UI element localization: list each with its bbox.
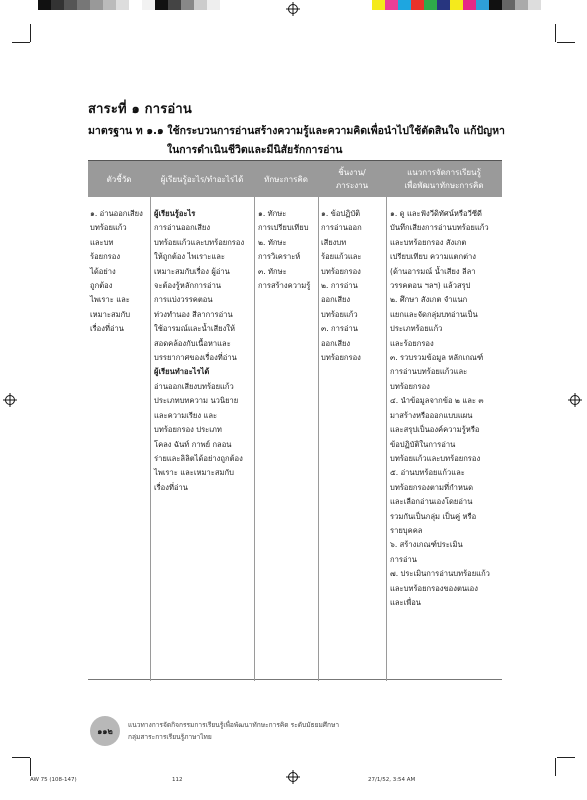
standard-title-continued: ในการดำเนินชีวิตและมีนิสัยรักการอ่าน xyxy=(167,144,343,156)
color-swatch xyxy=(155,0,168,10)
table-cell-line: และเลือกอ่านเองโดยอ่าน xyxy=(390,497,473,507)
table-cell-line: ๑. ทักษะ xyxy=(258,209,287,218)
color-swatch xyxy=(207,0,220,10)
table-cell-line: ให้ถูกต้อง ไพเราะและ xyxy=(154,252,225,262)
thinking-skill-cell xyxy=(258,207,310,293)
color-swatch xyxy=(116,0,129,10)
header-indicator: ตัวชี้วัด xyxy=(106,174,132,184)
table-cell-line: การอ่าน xyxy=(390,554,417,564)
table-cell-line: ร้อยแก้วและ xyxy=(321,252,362,262)
crop-mark xyxy=(30,24,31,42)
work-task-cell xyxy=(321,207,362,365)
table-cell-line: ๗. ประเมินการอ่านบทร้อยแก้ว xyxy=(390,569,490,579)
table-cell-line: สอดคล้องกับเนื้อหาและ xyxy=(154,338,231,348)
table-cell-line: และสรุปเป็นองค์ความรู้หรือ xyxy=(390,425,480,435)
table-cell-line: เสียงบท xyxy=(321,237,347,247)
table-cell-line: บทร้อยกรอง xyxy=(390,381,430,391)
header-learning-approach: แนวการจัดการเรียนรู้เพื่อพัฒนาทักษะการคิด xyxy=(404,168,484,190)
table-cell-line: บทร้อยแก้ว xyxy=(90,223,127,233)
color-swatch xyxy=(502,0,515,10)
color-swatch xyxy=(90,0,103,10)
column-divider xyxy=(318,161,319,681)
footer-subject: กลุ่มสาระการเรียนรู้ภาษาไทย xyxy=(128,733,212,741)
column-divider xyxy=(150,161,151,681)
page-heading: สาระที่ ๑ การอ่าน xyxy=(88,102,193,117)
table-cell-line: ผู้เรียนทำอะไรได้ xyxy=(154,367,210,377)
table-cell-line: ร้อยกรอง xyxy=(90,252,121,262)
table-cell-line: ประเภทบทความ นวนิยาย xyxy=(154,396,239,406)
color-swatch xyxy=(541,0,554,10)
table-cell-line: บทร้อยแก้วและบทร้อยกรอง xyxy=(390,453,481,463)
table-cell-line: เหมาะสมกับ xyxy=(90,309,131,319)
color-swatch xyxy=(528,0,541,10)
table-cell-line: ไพเราะ และเหมาะสมกับ xyxy=(154,468,234,478)
color-swatch xyxy=(515,0,528,10)
crop-mark xyxy=(30,758,31,776)
table-cell-line: เปรียบเทียบ ความแตกต่าง xyxy=(390,252,476,262)
table-cell-line: จะต้องรู้หลักการอ่าน xyxy=(154,281,222,291)
color-swatch xyxy=(64,0,77,10)
color-swatch xyxy=(103,0,116,10)
table-cell-line: ๑. ข้อปฏิบัติ xyxy=(321,209,361,218)
registration-mark-icon xyxy=(286,2,300,16)
table-cell-line: บรรยากาศของเรื่องที่อ่าน xyxy=(154,353,237,363)
table-cell-line: ถูกต้อง xyxy=(90,281,113,291)
color-swatch xyxy=(168,0,181,10)
color-swatch xyxy=(476,0,489,10)
color-swatch xyxy=(398,0,411,10)
table-cell-line: ๓. ทักษะ xyxy=(258,266,287,276)
crop-mark xyxy=(12,42,30,43)
table-cell-line: ร่ายและลิลิตได้อย่างถูกต้อง xyxy=(154,453,243,463)
table-cell-line: ใช้อารมณ์และน้ำเสียงให้ xyxy=(154,324,235,334)
registration-mark-icon xyxy=(3,393,17,407)
table-cell-line: บทร้อยกรอง xyxy=(321,266,361,276)
crop-mark xyxy=(557,757,575,758)
table-cell-line: ท่วงทำนอง สีลาการอ่าน xyxy=(154,309,233,319)
column-divider xyxy=(254,161,255,681)
table-cell-line: เรื่องที่อ่าน xyxy=(90,324,124,334)
what-learn-cell xyxy=(154,207,244,495)
crop-mark xyxy=(12,757,30,758)
table-cell-line: รายบุคคล xyxy=(390,525,423,535)
table-cell-line: ๑. อ่านออกเสียง xyxy=(90,209,143,218)
table-cell-line: เหมาะสมกับเรื่อง ผู้อ่าน xyxy=(154,266,230,276)
table-cell-line: และร้อยกรอง xyxy=(390,338,434,348)
table-cell-line: การเปรียบเทียบ xyxy=(258,223,309,233)
table-cell-line: อ่านออกเสียงบทร้อยแก้ว xyxy=(154,381,234,391)
color-swatch xyxy=(129,0,142,10)
color-swatch xyxy=(372,0,385,10)
table-cell-line: ได้อย่าง xyxy=(90,266,116,276)
crop-mark xyxy=(555,758,556,776)
footer-book-title: แนวทางการจัดกิจกรรมการเรียนรู้เพื่อพัฒนาทักษะการคิด ระดับมัธยมศึกษา xyxy=(128,721,340,729)
indicator-cell xyxy=(90,207,143,337)
column-divider xyxy=(386,161,387,681)
table-cell-line: ออกเสียง xyxy=(321,338,351,348)
table-cell-line: บทร้อยกรอง xyxy=(321,353,361,363)
color-swatch xyxy=(463,0,476,10)
table-cell-line: และบทร้อยกรอง สังเกต xyxy=(390,237,467,247)
color-swatch xyxy=(181,0,194,10)
header-work-task: ชิ้นงาน/ภาระงาน xyxy=(335,168,369,190)
registration-mark-icon xyxy=(286,770,300,784)
color-swatch xyxy=(450,0,463,10)
registration-mark-icon xyxy=(568,393,582,407)
table-cell-line: วรรคตอน ฯลฯ) แล้วสรุป xyxy=(390,281,471,291)
table-cell-line: การวิเคราะห์ xyxy=(258,252,301,262)
table-cell-line: ๒. ทักษะ xyxy=(258,237,287,247)
table-cell-line: การอ่านบทร้อยแก้วและ xyxy=(390,367,468,377)
table-cell-line: และบท xyxy=(90,237,114,247)
table-cell-line: ๓. การอ่าน xyxy=(321,324,358,334)
color-swatch xyxy=(424,0,437,10)
header-thinking-skill: ทักษะการคิด xyxy=(264,174,308,184)
standard-title: มาตรฐาน ท ๑.๑ ใช้กระบวนการอ่านสร้างความรู้และความคิดเพื่อนำไปใช้ตัดสินใจ แก้ปัญหา xyxy=(88,125,505,137)
table-cell-line: บทร้อยกรองตามที่กำหนด xyxy=(390,482,474,492)
table-cell-line: ๒. ศึกษา สังเกต จำแนก xyxy=(390,295,468,305)
table-cell-line: การอ่านออก xyxy=(321,223,362,233)
table-cell-line: ๑. ดู และฟังวีดิทัศน์หรือวีซีดี xyxy=(390,209,482,218)
table-cell-line: ๒. การอ่าน xyxy=(321,281,358,291)
table-cell-line: การแบ่งวรรคตอน xyxy=(154,295,213,305)
crop-mark xyxy=(555,24,556,42)
table-cell-line: มาสร้างหรือออกแบบแผน xyxy=(390,410,473,420)
color-swatch xyxy=(385,0,398,10)
slug-file-name: AW 75 (108-147) xyxy=(30,777,77,783)
page-number-badge: ๑๑๒ xyxy=(90,716,120,746)
color-swatch xyxy=(489,0,502,10)
table-cell-line: ประเภทร้อยแก้ว xyxy=(390,324,443,334)
table-cell-line: ไพเราะ และ xyxy=(90,295,130,305)
table-cell-line: เรื่องที่อ่าน xyxy=(154,482,188,492)
slug-page: 112 xyxy=(172,777,183,783)
slug-timestamp: 27/1/52, 3:54 AM xyxy=(368,777,416,783)
table-cell-line: การสร้างความรู้ xyxy=(258,281,311,291)
table-cell-line: และความเรียง และ xyxy=(154,410,218,420)
learning-approach-cell xyxy=(390,207,490,610)
color-swatch xyxy=(38,0,51,10)
table-cell-line: บทร้อยแก้วและบทร้อยกรอง xyxy=(154,237,245,247)
color-calibration-bar-right xyxy=(372,0,554,10)
color-swatch xyxy=(77,0,90,10)
header-what-learn: ผู้เรียนรู้อะไร/ทำอะไรได้ xyxy=(160,174,244,184)
color-swatch xyxy=(437,0,450,10)
color-calibration-bar-left xyxy=(38,0,220,10)
color-swatch xyxy=(51,0,64,10)
learning-table xyxy=(88,160,502,680)
table-cell-line: บทร้อยกรอง ประเภท xyxy=(154,425,222,435)
table-cell-line: และเพื่อน xyxy=(390,597,421,607)
table-cell-line: รวมกันเป็นกลุ่ม เป็นคู่ หรือ xyxy=(390,511,477,521)
table-cell-line: ข้อปฏิบัติในการอ่าน xyxy=(390,439,456,449)
color-swatch xyxy=(411,0,424,10)
table-cell-line: โคลง ฉันท์ กาพย์ กลอน xyxy=(154,439,232,449)
crop-mark xyxy=(557,42,575,43)
table-cell-line: ผู้เรียนรู้อะไร xyxy=(154,209,196,218)
table-cell-line: ๓. รวบรวมข้อมูล หลักเกณฑ์ xyxy=(390,353,484,363)
table-cell-line: บทร้อยแก้ว xyxy=(321,309,358,319)
table-cell-line: ออกเสียง xyxy=(321,295,351,305)
color-swatch xyxy=(142,0,155,10)
color-swatch xyxy=(194,0,207,10)
table-cell-line: ๕. อ่านบทร้อยแก้วและ xyxy=(390,468,465,478)
table-cell-line: บันทึกเสียงการอ่านบทร้อยแก้ว xyxy=(390,223,489,233)
table-cell-line: ๖. สร้างเกณฑ์ประเมิน xyxy=(390,540,463,550)
table-cell-line: แยกและจัดกลุ่มบทอ่านเป็น xyxy=(390,309,478,319)
table-cell-line: และบทร้อยกรองของตนเอง xyxy=(390,583,478,593)
table-cell-line: การอ่านออกเสียง xyxy=(154,223,211,233)
table-cell-line: ๔. นำข้อมูลจากข้อ ๒ และ ๓ xyxy=(390,396,484,406)
table-cell-line: (ด้านอารมณ์ น้ำเสียง ลีลา xyxy=(390,266,476,276)
